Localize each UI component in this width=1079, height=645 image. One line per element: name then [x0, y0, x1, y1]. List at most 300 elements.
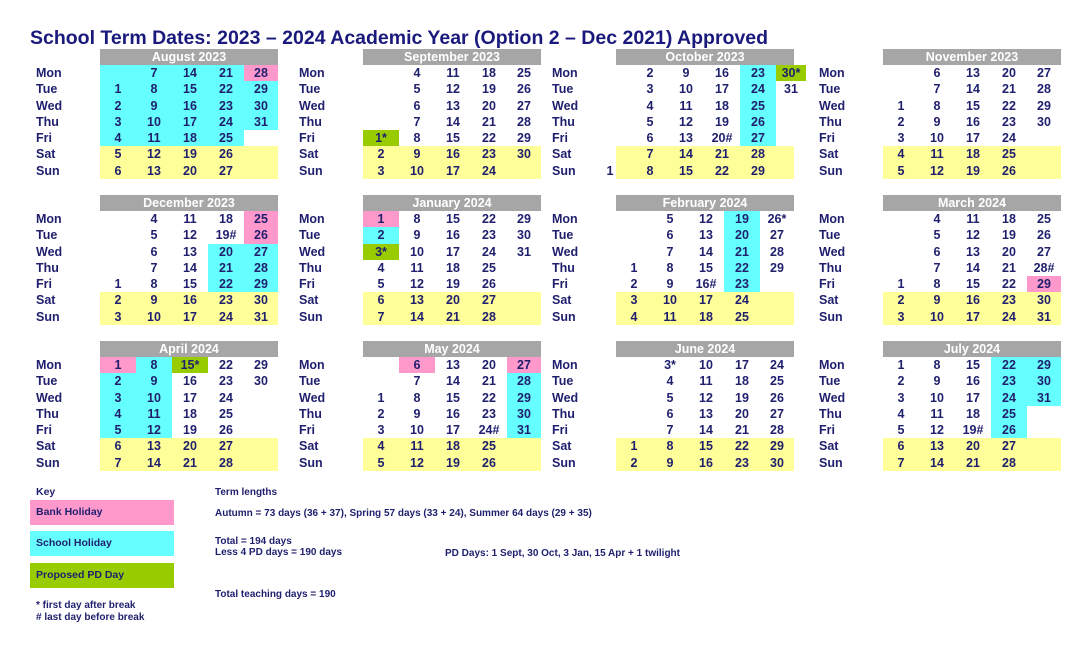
day-cell: [363, 357, 399, 373]
day-cell: 21: [208, 65, 244, 81]
day-cell: 9: [413, 228, 421, 243]
week-row: [813, 65, 1061, 81]
day-cell: 22: [991, 357, 1027, 373]
day-cell: 2: [897, 293, 905, 308]
week-row: [813, 422, 1061, 438]
week-row: [813, 292, 1061, 308]
day-name: Mon: [552, 358, 578, 372]
day-name: Fri: [36, 131, 52, 146]
day-cell: 13: [446, 98, 460, 113]
day-cell: 6: [933, 244, 941, 259]
week-row: [30, 373, 278, 389]
day-name: Sun: [819, 309, 843, 324]
day-cell: 25: [219, 406, 233, 421]
day-cell: 10: [136, 114, 172, 130]
note-first-day: * first day after break: [36, 600, 136, 611]
day-name: Sat: [552, 147, 572, 162]
day-cell: 11: [410, 260, 424, 275]
day-cell: 29: [244, 81, 278, 97]
day-cell: [598, 98, 622, 114]
day-cell: 24: [740, 81, 776, 97]
week-row: [30, 276, 278, 292]
day-name: Wed: [819, 244, 846, 259]
day-name: Thu: [552, 406, 575, 421]
day-name: Thu: [36, 406, 59, 421]
day-cell: 26: [991, 422, 1027, 438]
day-cell: 11: [410, 439, 424, 454]
day-cell: 26: [219, 147, 233, 162]
day-cell: 29: [254, 358, 268, 372]
day-cell: 27: [507, 357, 541, 373]
day-cell: 24: [735, 293, 749, 308]
day-cell: [776, 130, 806, 146]
week-row: [30, 211, 278, 227]
day-cell: 29: [244, 276, 278, 292]
day-name: Tue: [552, 374, 574, 389]
day-name: Mon: [36, 212, 62, 226]
day-cell: 11: [663, 309, 677, 324]
day-cell: 3: [630, 293, 638, 308]
day-cell: 29: [751, 163, 765, 178]
day-cell: [616, 211, 652, 227]
day-cell: 1: [377, 390, 385, 405]
day-cell: 24: [208, 114, 244, 130]
day-cell: 17: [715, 82, 729, 97]
day-cell: 13: [966, 66, 980, 80]
day-cell: [616, 227, 652, 243]
day-cell: 11: [679, 98, 693, 113]
day-cell: [598, 114, 622, 130]
less-pd-days: Less 4 PD days = 190 days: [215, 547, 343, 558]
day-name: Thu: [36, 260, 59, 275]
day-cell: 14: [446, 374, 460, 389]
day-cell: 26: [219, 423, 233, 438]
day-cell: 16: [183, 374, 197, 389]
day-cell: 25: [735, 309, 749, 324]
day-cell: [616, 406, 652, 422]
day-cell: 28#: [1033, 260, 1055, 275]
day-name: Sun: [819, 163, 843, 178]
day-cell: 1: [606, 163, 614, 178]
day-cell: 30: [254, 293, 268, 308]
week-row: [30, 98, 278, 114]
day-cell: 3: [897, 309, 905, 324]
day-cell: 25: [482, 439, 496, 454]
day-cell: 10: [410, 163, 424, 178]
day-cell: 12: [410, 277, 424, 292]
week-row: [813, 455, 1061, 471]
day-cell: 15: [966, 277, 980, 292]
day-cell: [244, 455, 278, 471]
week-row: [813, 357, 1061, 373]
day-cell: 24: [482, 163, 496, 178]
day-cell: 5: [114, 147, 122, 162]
month-header: June 2024: [616, 341, 794, 357]
day-cell: [883, 211, 919, 227]
day-cell: 20: [208, 244, 244, 260]
week-row: [293, 276, 541, 292]
day-cell: 5: [377, 455, 385, 470]
day-cell: 9: [666, 277, 674, 292]
day-name: Tue: [36, 82, 58, 97]
day-cell: 12: [679, 114, 693, 129]
month-header: March 2024: [883, 195, 1061, 211]
day-cell: 18: [715, 98, 729, 113]
day-cell: 27: [244, 244, 278, 260]
day-cell: [776, 114, 806, 130]
day-cell: 27: [1037, 244, 1051, 259]
day-cell: 25: [208, 130, 244, 146]
day-cell: 17: [446, 423, 460, 438]
month-november-2023: [813, 49, 1061, 179]
day-name: Mon: [36, 358, 62, 372]
day-cell: [363, 65, 399, 81]
day-cell: 29: [1037, 98, 1051, 113]
day-cell: 14: [699, 244, 713, 259]
week-row: [293, 227, 541, 243]
week-row: [30, 163, 278, 179]
day-cell: 26*: [767, 212, 787, 226]
day-cell: 16: [699, 455, 713, 470]
day-cell: 20: [183, 439, 197, 454]
day-cell: 30: [517, 228, 531, 243]
day-cell: 16: [446, 406, 460, 421]
day-cell: 14: [446, 114, 460, 129]
key-title: Key: [36, 486, 56, 498]
day-cell: [507, 163, 541, 179]
day-name: Fri: [36, 423, 52, 438]
week-row: [293, 114, 541, 130]
day-cell: 28: [770, 423, 784, 438]
day-cell: 12: [930, 423, 944, 438]
day-cell: 14: [183, 260, 197, 275]
day-cell: 7: [933, 82, 941, 97]
week-row: [546, 114, 794, 130]
week-row: [293, 211, 541, 227]
day-name: Wed: [552, 390, 579, 405]
day-cell: 30: [244, 98, 278, 114]
day-name: Sun: [552, 309, 576, 324]
day-cell: 15: [679, 163, 693, 178]
day-cell: 5: [413, 82, 421, 97]
day-name: Thu: [819, 260, 842, 275]
day-cell: [100, 65, 136, 81]
day-cell: 18: [966, 147, 980, 162]
week-row: [30, 227, 278, 243]
day-cell: 17: [966, 131, 980, 146]
day-cell: 30: [254, 374, 268, 389]
day-cell: 30: [517, 147, 531, 162]
day-name: Wed: [552, 98, 579, 113]
day-cell: 5: [100, 422, 136, 438]
week-row: [293, 81, 541, 97]
day-cell: 20: [724, 227, 760, 243]
day-cell: 22: [482, 212, 496, 226]
day-cell: 17: [183, 390, 197, 405]
week-row: [293, 406, 541, 422]
day-cell: 21: [966, 455, 980, 470]
day-cell: 10: [930, 131, 944, 146]
day-cell: 21: [735, 423, 749, 438]
day-cell: 13: [183, 244, 197, 259]
day-cell: 4: [413, 66, 421, 80]
day-cell: 26: [244, 227, 278, 243]
day-cell: 18: [446, 439, 460, 454]
day-cell: 16: [715, 66, 729, 80]
day-cell: 19: [446, 455, 460, 470]
day-cell: 26: [1037, 228, 1051, 243]
day-name: Wed: [819, 390, 846, 405]
day-cell: 14: [699, 423, 713, 438]
day-cell: 3: [377, 163, 385, 178]
day-cell: 28: [770, 244, 784, 259]
day-cell: 6: [114, 163, 122, 178]
day-name: Tue: [36, 228, 58, 243]
day-cell: 20: [183, 163, 197, 178]
day-cell: 9: [136, 98, 172, 114]
key-bank-holiday: Bank Holiday: [30, 500, 174, 525]
day-cell: 28: [517, 114, 531, 129]
week-row: [546, 146, 794, 162]
day-cell: 23: [482, 147, 496, 162]
day-cell: 15: [699, 439, 713, 454]
day-cell: 6: [150, 244, 158, 259]
day-cell: 1: [100, 81, 136, 97]
day-cell: 13: [966, 244, 980, 259]
day-cell: 11: [136, 406, 172, 422]
day-cell: 23: [740, 65, 776, 81]
day-cell: 10: [930, 390, 944, 405]
day-cell: [244, 422, 278, 438]
day-cell: [760, 276, 794, 292]
day-cell: 28: [219, 455, 233, 470]
month-header: January 2024: [363, 195, 541, 211]
day-cell: 11: [930, 406, 944, 421]
day-cell: 22: [208, 81, 244, 97]
day-cell: 10: [679, 82, 693, 97]
day-cell: 28: [244, 65, 278, 81]
week-row: [30, 438, 278, 454]
day-cell: [776, 98, 806, 114]
day-cell: 3*: [363, 244, 399, 260]
week-row: [293, 163, 541, 179]
day-cell: [883, 260, 919, 276]
day-cell: 21: [1002, 260, 1016, 275]
day-name: Sun: [36, 455, 60, 470]
day-cell: 29: [507, 390, 541, 406]
day-cell: 8: [413, 212, 421, 226]
week-row: [293, 357, 541, 373]
day-cell: 16: [172, 98, 208, 114]
day-name: Thu: [299, 406, 322, 421]
day-cell: [1027, 146, 1061, 162]
day-cell: 28: [751, 147, 765, 162]
day-cell: 18: [482, 66, 496, 80]
day-name: Wed: [299, 244, 326, 259]
day-name: Wed: [299, 98, 326, 113]
day-cell: 19: [724, 211, 760, 227]
day-cell: 13: [930, 439, 944, 454]
day-cell: 4: [630, 309, 638, 324]
day-cell: 9: [933, 293, 941, 308]
day-cell: 19#: [962, 423, 984, 438]
day-cell: 31: [507, 422, 541, 438]
day-cell: 7: [897, 455, 905, 470]
day-cell: [244, 406, 278, 422]
day-name: Sun: [552, 163, 576, 178]
day-cell: 31: [244, 114, 278, 130]
week-row: [293, 438, 541, 454]
day-cell: [616, 422, 652, 438]
day-cell: 18: [699, 309, 713, 324]
day-cell: 22: [1002, 98, 1016, 113]
day-cell: 20: [446, 293, 460, 308]
week-row: [813, 211, 1061, 227]
month-september-2023: [293, 49, 541, 179]
day-cell: 14: [966, 260, 980, 275]
day-cell: 16: [446, 147, 460, 162]
day-cell: 16: [966, 293, 980, 308]
day-cell: 28: [244, 260, 278, 276]
day-cell: [100, 227, 136, 243]
day-name: Tue: [36, 374, 58, 389]
day-cell: 27: [219, 439, 233, 454]
day-name: Sat: [819, 293, 839, 308]
day-name: Thu: [552, 114, 575, 129]
week-row: [30, 292, 278, 308]
day-name: Mon: [299, 212, 325, 226]
day-cell: [883, 227, 919, 243]
day-cell: 1: [630, 439, 638, 454]
day-cell: [616, 390, 652, 406]
day-cell: 24: [219, 309, 233, 324]
day-cell: 12: [183, 228, 197, 243]
week-row: [813, 276, 1061, 292]
day-name: Fri: [552, 131, 568, 146]
week-row: [293, 260, 541, 276]
week-row: [546, 81, 798, 97]
week-row: [546, 227, 794, 243]
day-cell: 29: [1027, 357, 1061, 373]
month-december-2023: [30, 195, 278, 325]
day-cell: 18: [966, 406, 980, 421]
day-cell: 3: [114, 309, 122, 324]
day-cell: 6: [933, 66, 941, 80]
day-cell: 18: [219, 212, 233, 226]
day-cell: 17: [966, 309, 980, 324]
day-cell: 18: [446, 260, 460, 275]
day-cell: [1027, 406, 1061, 422]
day-cell: 4: [897, 147, 905, 162]
day-cell: 4: [933, 212, 941, 226]
day-name: Fri: [819, 423, 835, 438]
week-row: [546, 65, 801, 81]
day-cell: 17: [966, 390, 980, 405]
day-cell: [100, 260, 136, 276]
day-cell: 12: [699, 212, 713, 226]
day-cell: 23: [482, 228, 496, 243]
week-row: [30, 455, 278, 471]
week-row: [546, 438, 794, 454]
day-cell: 23: [219, 293, 233, 308]
day-name: Sun: [36, 309, 60, 324]
day-cell: [776, 146, 806, 162]
day-name: Mon: [552, 212, 578, 226]
day-name: Sat: [819, 439, 839, 454]
day-cell: 21: [715, 147, 729, 162]
day-cell: 3*: [664, 358, 676, 372]
week-row: [546, 373, 794, 389]
day-cell: 24: [770, 358, 784, 372]
day-cell: 23: [991, 373, 1027, 389]
total-teaching-days: Total teaching days = 190: [215, 589, 336, 600]
week-row: [30, 114, 278, 130]
week-row: [293, 244, 541, 260]
day-cell: [507, 455, 541, 471]
day-cell: 2: [363, 227, 399, 243]
week-row: [813, 130, 1061, 146]
day-cell: 21: [724, 244, 760, 260]
week-row: [30, 81, 278, 97]
day-cell: 17: [183, 309, 197, 324]
day-cell: 21: [183, 455, 197, 470]
month-february-2024: [546, 195, 794, 325]
day-name: Tue: [819, 374, 841, 389]
day-cell: [244, 390, 278, 406]
day-cell: 6: [377, 293, 385, 308]
day-name: Tue: [552, 228, 574, 243]
day-cell: 13: [147, 163, 161, 178]
day-cell: 8: [136, 357, 172, 373]
day-name: Mon: [819, 358, 845, 372]
day-cell: [507, 260, 541, 276]
day-cell: 1: [897, 277, 905, 292]
day-cell: [363, 373, 399, 389]
day-cell: 14: [930, 455, 944, 470]
day-name: Fri: [299, 131, 315, 146]
day-cell: 16: [183, 293, 197, 308]
day-name: Mon: [552, 66, 578, 80]
day-cell: 19: [1002, 228, 1016, 243]
day-cell: 6: [666, 228, 674, 243]
day-cell: 30: [1037, 293, 1051, 308]
day-cell: 10: [930, 309, 944, 324]
day-name: Tue: [552, 82, 574, 97]
week-row: [30, 390, 278, 406]
month-header: August 2023: [100, 49, 278, 65]
month-january-2024: [293, 195, 541, 325]
day-cell: 16#: [695, 277, 717, 292]
day-cell: [616, 244, 652, 260]
day-cell: 23: [1002, 293, 1016, 308]
week-row: [546, 163, 794, 179]
day-cell: 7: [136, 65, 172, 81]
day-cell: 10: [699, 358, 713, 372]
day-cell: 10: [410, 423, 424, 438]
day-name: Mon: [36, 66, 62, 80]
day-name: Sat: [299, 293, 319, 308]
day-cell: 9: [413, 147, 421, 162]
day-name: Tue: [299, 374, 321, 389]
day-cell: 20: [482, 98, 496, 113]
day-name: Sun: [819, 455, 843, 470]
day-cell: 20: [735, 406, 749, 421]
day-cell: 8: [413, 131, 421, 146]
week-row: [546, 357, 794, 373]
day-cell: 19: [183, 147, 197, 162]
month-march-2024: [813, 195, 1061, 325]
day-cell: 9: [413, 406, 421, 421]
